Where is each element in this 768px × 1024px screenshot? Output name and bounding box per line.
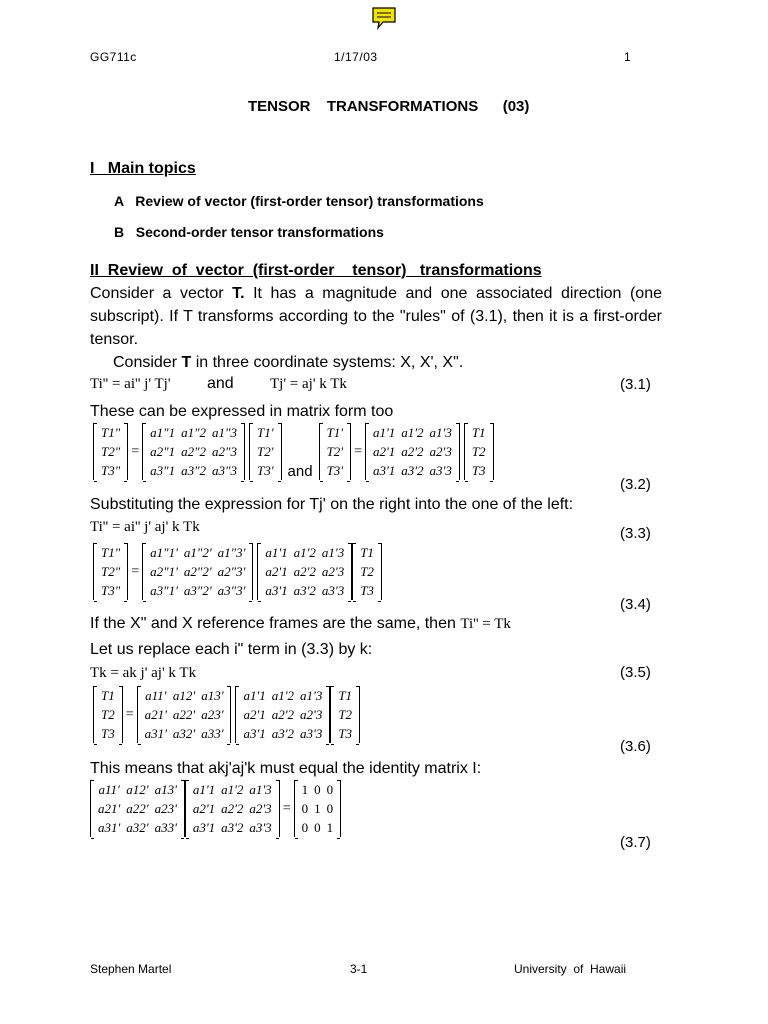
matrix-entry: a2'2 <box>271 706 295 722</box>
matrix-t-lhs <box>93 686 123 743</box>
matrix-entry: a12' <box>126 781 149 797</box>
matrix-entry: a31' <box>98 819 121 835</box>
matrix-entry: a3'3 <box>249 819 272 835</box>
matrix-entry: T2 <box>360 563 374 579</box>
matrix-entry: a13' <box>154 781 177 797</box>
matrix-entry: a32' <box>172 725 196 741</box>
matrix-entry: T1 <box>101 687 115 703</box>
matrix-entry: a3'1 <box>265 582 288 598</box>
matrix-entry: a12' <box>172 687 196 703</box>
matrix-entry: a1"1' <box>150 544 178 560</box>
matrix-entry: a1"3' <box>217 544 246 560</box>
matrix-entry: a3'3 <box>300 725 323 741</box>
matrix-a-double-prime <box>142 543 253 600</box>
matrix-entry: a32' <box>126 819 149 835</box>
matrix-a-unprimed <box>90 780 185 837</box>
matrix-entry: a13' <box>201 687 224 703</box>
matrix-entry: T3 <box>471 462 486 478</box>
equation-number-3-4: (3.4) <box>620 596 651 613</box>
substitution-text: Substituting the expression for Tj' on the right into the one of the left: <box>90 496 574 513</box>
equation-3-5: Tk = ak j' aj' k Tk <box>90 665 197 681</box>
matrix-entry: a2'2 <box>401 443 424 459</box>
note-icon[interactable] <box>371 6 397 35</box>
matrix-entry: T3' <box>326 462 344 478</box>
paragraph-systems: Consider T in three coordinate systems: X, X', X". <box>113 354 464 371</box>
matrix-entry: a1"2 <box>181 424 207 440</box>
matrix-entry: T1" <box>101 424 121 440</box>
matrix-entry: a1'1 <box>265 544 288 560</box>
matrix-entry: a2'1 <box>265 563 288 579</box>
matrix-entry: a2"2' <box>183 563 212 579</box>
matrix-entry: a22' <box>172 706 196 722</box>
same-frames-text: If the X" and X reference frames are the same, then Ti'' = Tk <box>90 615 511 632</box>
section-main-topics: I Main topics <box>90 160 196 177</box>
matrix-entry: T1 <box>360 544 374 560</box>
matrix-entry: T2' <box>257 443 274 459</box>
topic-b: B Second-order tensor transformations <box>114 224 384 240</box>
matrix-t-prime-2 <box>319 423 352 480</box>
matrix-entry: a2"3' <box>217 563 246 579</box>
matrix-entry: 1 <box>314 800 321 816</box>
matrix-entry: a1'3 <box>429 424 452 440</box>
matrix-a-prime <box>257 543 352 600</box>
equation-3-7: a11' a12' a13' a21' a22' a23' a31' a32' a33' a1'1 a1'2 a1'3 a2'1 a2'2 a2'3 a3'1 a3'2 a3'3 = 1 0 0 0 1 0 0 0 1 <box>90 780 341 837</box>
matrix-entry: 1 <box>326 819 334 835</box>
footer-author: Stephen Martel <box>90 962 172 976</box>
matrix-t <box>352 543 382 600</box>
matrix-entry: a3'2 <box>293 582 316 598</box>
matrix-entry: a2'2 <box>293 563 316 579</box>
matrix-entry: T2' <box>326 443 344 459</box>
matrix-entry: 0 <box>314 819 321 835</box>
matrix-entry: 1 <box>301 781 309 797</box>
matrix-a-prime <box>185 780 280 837</box>
matrix-entry: a33' <box>154 819 177 835</box>
matrix-entry: a2'2 <box>221 800 244 816</box>
matrix-entry: a2'1 <box>372 443 396 459</box>
matrix-a-prime <box>235 686 330 743</box>
matrix-entry: a11' <box>145 687 167 703</box>
matrix-t-rhs <box>330 686 360 743</box>
footer-institution: University of Hawaii <box>514 962 627 976</box>
matrix-entry: T1" <box>101 544 121 560</box>
matrix-entry: T3' <box>257 462 274 478</box>
equation-number-3-1: (3.1) <box>620 376 651 393</box>
matrix-entry: a2'1 <box>192 800 216 816</box>
matrix-entry: a3'1 <box>192 819 216 835</box>
matrix-entry: a1"1 <box>150 424 176 440</box>
replace-text: Let us replace each i" term in (3.3) by k: <box>90 641 373 658</box>
equation-number-3-2: (3.2) <box>620 476 651 493</box>
matrix-entry: a3'3 <box>321 582 345 598</box>
matrix-entry: a1'1 <box>243 687 266 703</box>
equation-number-3-3: (3.3) <box>620 525 651 542</box>
matrix-entry: a1'3 <box>321 544 345 560</box>
matrix-entry: a1"2' <box>183 544 212 560</box>
matrix-t-double-prime <box>93 543 128 600</box>
matrix-entry: a2"3 <box>212 443 238 459</box>
matrix-entry: a11' <box>98 781 120 797</box>
matrix-entry: a21' <box>98 800 121 816</box>
matrix-entry: a3"3' <box>217 582 246 598</box>
matrix-entry: a2"1' <box>150 563 178 579</box>
matrix-entry: a1'2 <box>271 687 295 703</box>
matrix-entry: a33' <box>201 725 224 741</box>
matrix-a-double-prime <box>142 423 245 480</box>
matrix-entry: a2'3 <box>249 800 272 816</box>
matrix-entry: T1' <box>257 424 274 440</box>
matrix-entry: a3'1 <box>372 462 396 478</box>
paragraph-vector: Consider a vector T. It has a magnitude and one associated direction (one subscript). If T transforms according to the "rules" of (3.1), then it is a first-order tensor. <box>90 285 662 348</box>
matrix-entry: T2 <box>101 706 115 722</box>
matrix-entry: a3"1 <box>150 462 176 478</box>
footer-page: 3-1 <box>350 962 368 976</box>
matrix-entry: T1' <box>326 424 344 440</box>
matrix-entry: T2" <box>101 563 121 579</box>
matrix-entry: a3'2 <box>271 725 295 741</box>
matrix-entry: a3"2 <box>181 462 207 478</box>
equation-3-1-right: Tj' = aj' k Tk <box>270 376 347 392</box>
matrix-entry: T2" <box>101 443 121 459</box>
matrix-entry: a21' <box>144 706 167 722</box>
matrix-a-unprimed <box>137 686 232 743</box>
matrix-entry: a2'3 <box>429 443 452 459</box>
matrix-entry: a2"2 <box>181 443 207 459</box>
identity-matrix <box>294 780 342 837</box>
matrix-entry: a3'3 <box>429 462 452 478</box>
matrix-entry: a3"3 <box>212 462 238 478</box>
identity-text: This means that akj'aj'k must equal the identity matrix I: <box>90 760 482 777</box>
equation-3-1-and: and <box>207 375 234 392</box>
matrix-entry: a2"1 <box>150 443 176 459</box>
matrix-entry: a1'1 <box>192 781 216 797</box>
matrix-entry: T3 <box>360 582 374 598</box>
matrix-t-double-prime <box>93 423 128 480</box>
matrix-entry: 0 <box>326 800 334 816</box>
equation-3-6: T1 T2 T3 = a11' a12' a13' a21' a22' a23' a31' a32' a33' a1'1 a1'2 a1'3 a2'1 a2'2 a2'3 a3'1 a3'2 a3'3 T1 T2 T3 <box>93 686 360 743</box>
equation-number-3-7: (3.7) <box>620 834 651 851</box>
matrix-entry: 0 <box>326 781 334 797</box>
matrix-form-text: These can be expressed in matrix form too <box>90 403 394 420</box>
header-date: 1/17/03 <box>334 50 378 64</box>
equation-number-3-5: (3.5) <box>620 664 651 681</box>
matrix-entry: a3"2' <box>183 582 212 598</box>
section-review: II Review of vector (first-order tensor) transformations <box>90 262 542 279</box>
matrix-entry: 0 <box>301 800 309 816</box>
matrix-entry: a1'1 <box>372 424 396 440</box>
matrix-entry: 0 <box>301 819 309 835</box>
matrix-t <box>464 423 494 480</box>
matrix-entry: T2 <box>471 443 486 459</box>
matrix-entry: a1'3 <box>300 687 323 703</box>
matrix-entry: a1'2 <box>221 781 244 797</box>
page-title: TENSOR TRANSFORMATIONS (03) <box>248 98 530 115</box>
matrix-entry: a2'1 <box>243 706 266 722</box>
matrix-entry: a2'3 <box>300 706 323 722</box>
equation-3-3: Ti'' = ai'' j' aj' k Tk <box>90 519 200 535</box>
matrix-entry: T3 <box>338 725 353 741</box>
matrix-entry: a1'2 <box>293 544 316 560</box>
topic-a: A Review of vector (first-order tensor) transformations <box>114 193 484 209</box>
matrix-t-prime <box>249 423 282 480</box>
matrix-entry: T3" <box>101 582 121 598</box>
matrix-entry: a3'1 <box>243 725 266 741</box>
equation-3-2: T1" T2" T3" = a1"1 a1"2 a1"3 a2"1 a2"2 a2"3 a3"1 a3"2 a3"3 T1' T2' T3' and T1' T2' T3' = a1'1 a1'2 a1'3 a2'1 a2'2 a2'3 a3'1 a3'2 a3'3 T1 T2 T3 <box>93 423 494 480</box>
matrix-entry: a23' <box>201 706 224 722</box>
matrix-entry: a1'2 <box>401 424 424 440</box>
matrix-entry: T2 <box>338 706 353 722</box>
matrix-entry: a3"1' <box>150 582 178 598</box>
matrix-entry: a3'2 <box>221 819 244 835</box>
matrix-entry: a2'3 <box>321 563 345 579</box>
matrix-entry: a23' <box>154 800 177 816</box>
matrix-entry: 0 <box>314 781 321 797</box>
equation-number-3-6: (3.6) <box>620 738 651 755</box>
matrix-entry: T3" <box>101 462 121 478</box>
equation-3-4: T1" T2" T3" = a1"1' a1"2' a1"3' a2"1' a2"2' a2"3' a3"1' a3"2' a3"3' a1'1 a1'2 a1'3 a2'1 a2'2 a2'3 a3'1 a3'2 a3'3 T1 T2 T3 <box>93 543 382 600</box>
header-course: GG711c <box>90 50 137 64</box>
matrix-entry: T1 <box>471 424 486 440</box>
matrix-a-prime <box>365 423 460 480</box>
matrix-entry: a31' <box>144 725 167 741</box>
matrix-entry: a22' <box>126 800 149 816</box>
equation-3-1-left: Ti'' = ai'' j' Tj' <box>90 376 171 392</box>
matrix-entry: a3'2 <box>401 462 424 478</box>
matrix-entry: T3 <box>101 725 115 741</box>
matrix-entry: T1 <box>338 687 353 703</box>
header-page: 1 <box>624 50 632 64</box>
matrix-entry: a1'3 <box>249 781 272 797</box>
equation-3-2-and: and <box>287 463 313 480</box>
matrix-entry: a1"3 <box>212 424 238 440</box>
